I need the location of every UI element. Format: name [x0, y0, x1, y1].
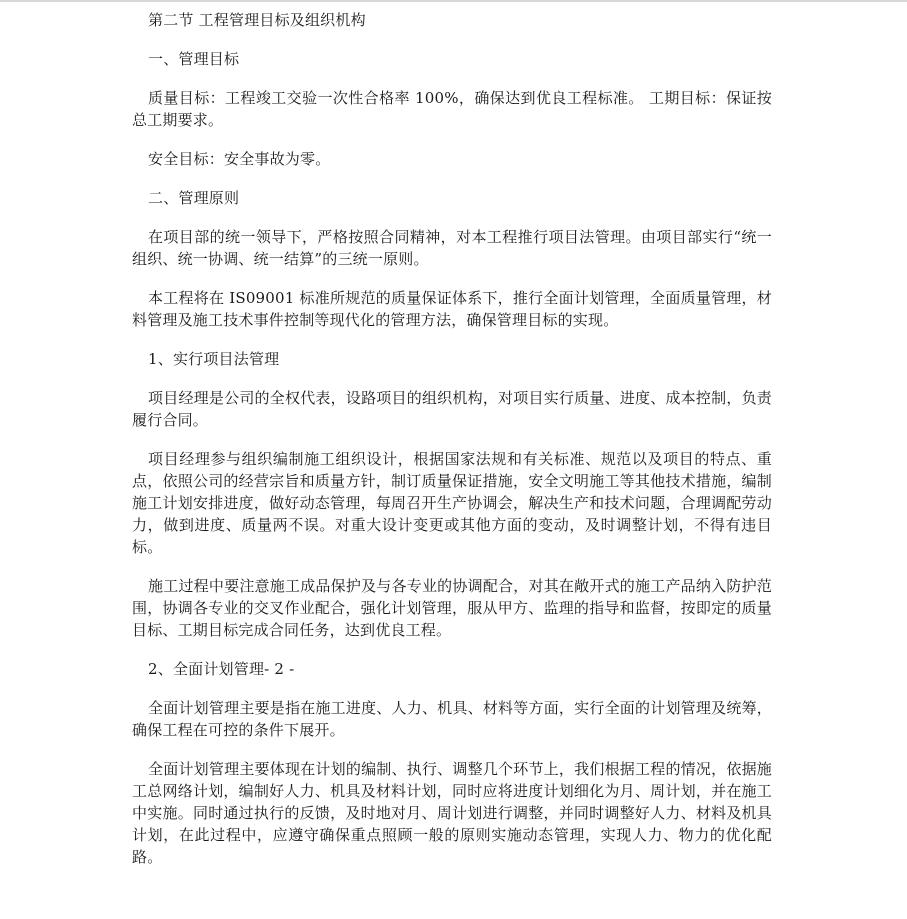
paragraph-plan-management-scope: 全面计划管理主要是指在施工进度、人力、机具、材料等方面，实行全面的计划管理及统筹，确保工程在可控的条件下展开。: [132, 699, 772, 739]
section-title: 第二节 工程管理目标及组织机构: [148, 11, 366, 29]
paragraph-iso-system: 本工程将在 IS09001 标准所规范的质量保证体系下，推行全面计划管理，全面质量管理，材料管理及施工技术事件控制等现代化的管理方法，确保管理目标的实现。: [132, 289, 772, 329]
paragraph-project-manager-role: 项目经理是公司的全权代表，设路项目的组织机构，对项目实行质量、进度、成本控制，负责履行合同。: [132, 389, 772, 429]
paragraph-unified-leadership: 在项目部的统一领导下，严格按照合同精神，对本工程推行项目法管理。由项目部实行“统一组织、统一协调、统一结算”的三统一原则。: [132, 228, 772, 268]
paragraph-plan-management-process: 全面计划管理主要体现在计划的编制、执行、调整几个环节上，我们根据工程的情况，依据施工总网络计划，编制好人力、机具及材料计划，同时应将进度计划细化为月、周计划，并在施工中实施。同时通过执行的反馈，及时地对月、周计划进行调整，并同时调整好人力、材料及机具计划，在此过程中，应遵守确保重点照顾一般的原则实施动态管理，实现人力、物力的优化配路。: [132, 760, 772, 866]
heading-plan-management: 2、全面计划管理- 2 -: [148, 660, 295, 678]
heading-management-goals: 一、管理目标: [148, 50, 240, 68]
heading-management-principles: 二、管理原则: [148, 189, 240, 207]
paragraph-project-manager-duties: 项目经理参与组织编制施工组织设计，根据国家法规和有关标准、规范以及项目的特点、重点，依照公司的经营宗旨和质量方针，制订质量保证措施，安全文明施工等其他技术措施，编制施工计划安排进度，做好动态管理，每周召开生产协调会，解决生产和技术问题，合理调配劳动力，做到进度、质量两不误。对重大设计变更或其他方面的变动，及时调整计划，不得有违目标。: [132, 450, 772, 556]
paragraph-quality-goal: 质量目标：工程竣工交验一次性合格率 100%，确保达到优良工程标准。 工期目标：保证按总工期要求。: [132, 89, 772, 129]
top-divider: [0, 0, 907, 2]
heading-project-management: 1、实行项目法管理: [148, 350, 280, 368]
document-page: [132, 9, 772, 885]
paragraph-safety-goal: 安全目标：安全事故为零。: [148, 150, 331, 168]
paragraph-construction-protection: 施工过程中要注意施工成品保护及与各专业的协调配合，对其在敞开式的施工产品纳入防护范围，协调各专业的交叉作业配合，强化计划管理，服从甲方、监理的指导和监督，按即定的质量目标、工期目标完成合同任务，达到优良工程。: [132, 577, 772, 639]
